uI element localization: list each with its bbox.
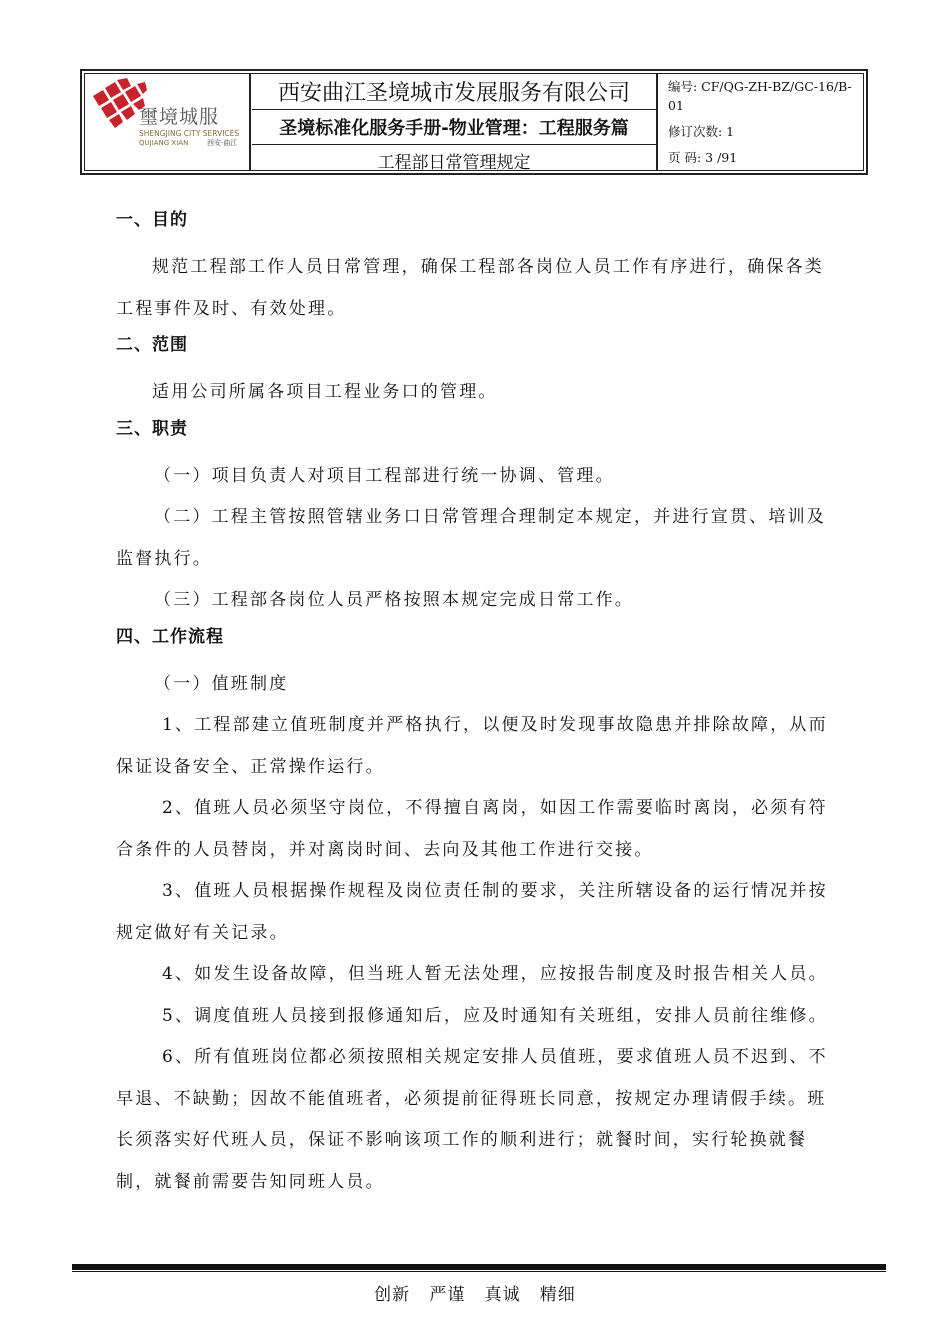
title-cell: [252, 74, 658, 173]
workflow-item-1: 1、工程部建立值班制度并严格执行，以便及时发现事故隐患并排除故障，从而保证设备安全、正常操作运行。: [116, 715, 828, 777]
duty-item-3: （三）工程部各岗位人员严格按照本规定完成日常工作。: [154, 590, 634, 610]
workflow-item-3: 3、值班人员根据操作规程及岗位责任制的要求，关注所辖设备的运行情况并按规定做好有关记录。: [116, 881, 828, 943]
duty-item-2: （二）工程主管按照管辖业务口日常管理合理制定本规定，并进行宣贯、培训及监督执行。: [116, 507, 826, 569]
footer-slogan: 创新 严谨 真诚 精细: [374, 1285, 576, 1305]
logo-cell: [85, 74, 251, 170]
workflow-item-2: 2、值班人员必须坚守岗位，不得擅自离岗，如因工作需要临时离岗，必须有符合条件的人员替岗，并对离岗时间、去向及其他工作进行交接。: [116, 798, 828, 860]
document-body: [116, 205, 838, 1203]
company-name: 西安曲江圣境城市发展服务有限公司: [252, 74, 656, 110]
section-heading-purpose: 一、目的: [116, 210, 188, 230]
page-number: 页 码: 3 /91: [668, 150, 738, 165]
logo-name-en: SHENGJING CITY SERVICES: [139, 129, 240, 138]
document-code: 编号: CF/QG-ZH-BZ/GC-16/B-01: [668, 79, 852, 113]
document-title: 工程部日常管理规定: [377, 153, 531, 173]
footer-rule-thin: [72, 1271, 886, 1272]
workflow-item-4: 4、如发生设备故障，但当班人暂无法处理，应按报告制度及时报告相关人员。: [162, 964, 828, 984]
workflow-subheading-duty-system: （一）值班制度: [154, 673, 289, 694]
workflow-item-6: 6、所有值班岗位都必须按照相关规定安排人员值班，要求值班人员不迟到、不早退、不缺勤；因故不能值班者，必须提前征得班长同意，按规定办理请假手续。班长须落实好代班人员，保证不影响该项工作的顺利进行；就餐时间，实行轮换就餐制，就餐前需要告知同班人员。: [116, 1047, 828, 1192]
logo-name-en-2: QUJIANG XIAN: [139, 139, 189, 147]
footer-rule: [72, 1264, 886, 1270]
header-inner-frame: [84, 73, 864, 171]
logo-name-cn: 璽境城服: [139, 106, 220, 128]
duty-item-1: （一）项目负责人对项目工程部进行统一协调、管理。: [154, 465, 615, 486]
logo-location: 西安·曲江: [207, 139, 238, 147]
document-header: [80, 69, 868, 175]
paragraph-purpose: 规范工程部工作人员日常管理，确保工程部各岗位人员工作有序进行，确保各类工程事件及时、有效处理。: [116, 257, 824, 319]
manual-title: 圣境标准化服务手册-物业管理：工程服务篇: [252, 110, 656, 145]
workflow-item-5: 5、调度值班人员接到报修通知后，应及时通知有关班组，安排人员前往维修。: [162, 1005, 828, 1026]
section-heading-duties: 三、职责: [116, 418, 188, 439]
section-heading-workflow: 四、工作流程: [116, 626, 224, 647]
revision-count: 修订次数: 1: [668, 124, 735, 139]
section-heading-scope: 二、范围: [116, 335, 188, 355]
paragraph-scope: 适用公司所属各项目工程业务口的管理。: [152, 382, 498, 402]
meta-cell: [660, 74, 863, 170]
